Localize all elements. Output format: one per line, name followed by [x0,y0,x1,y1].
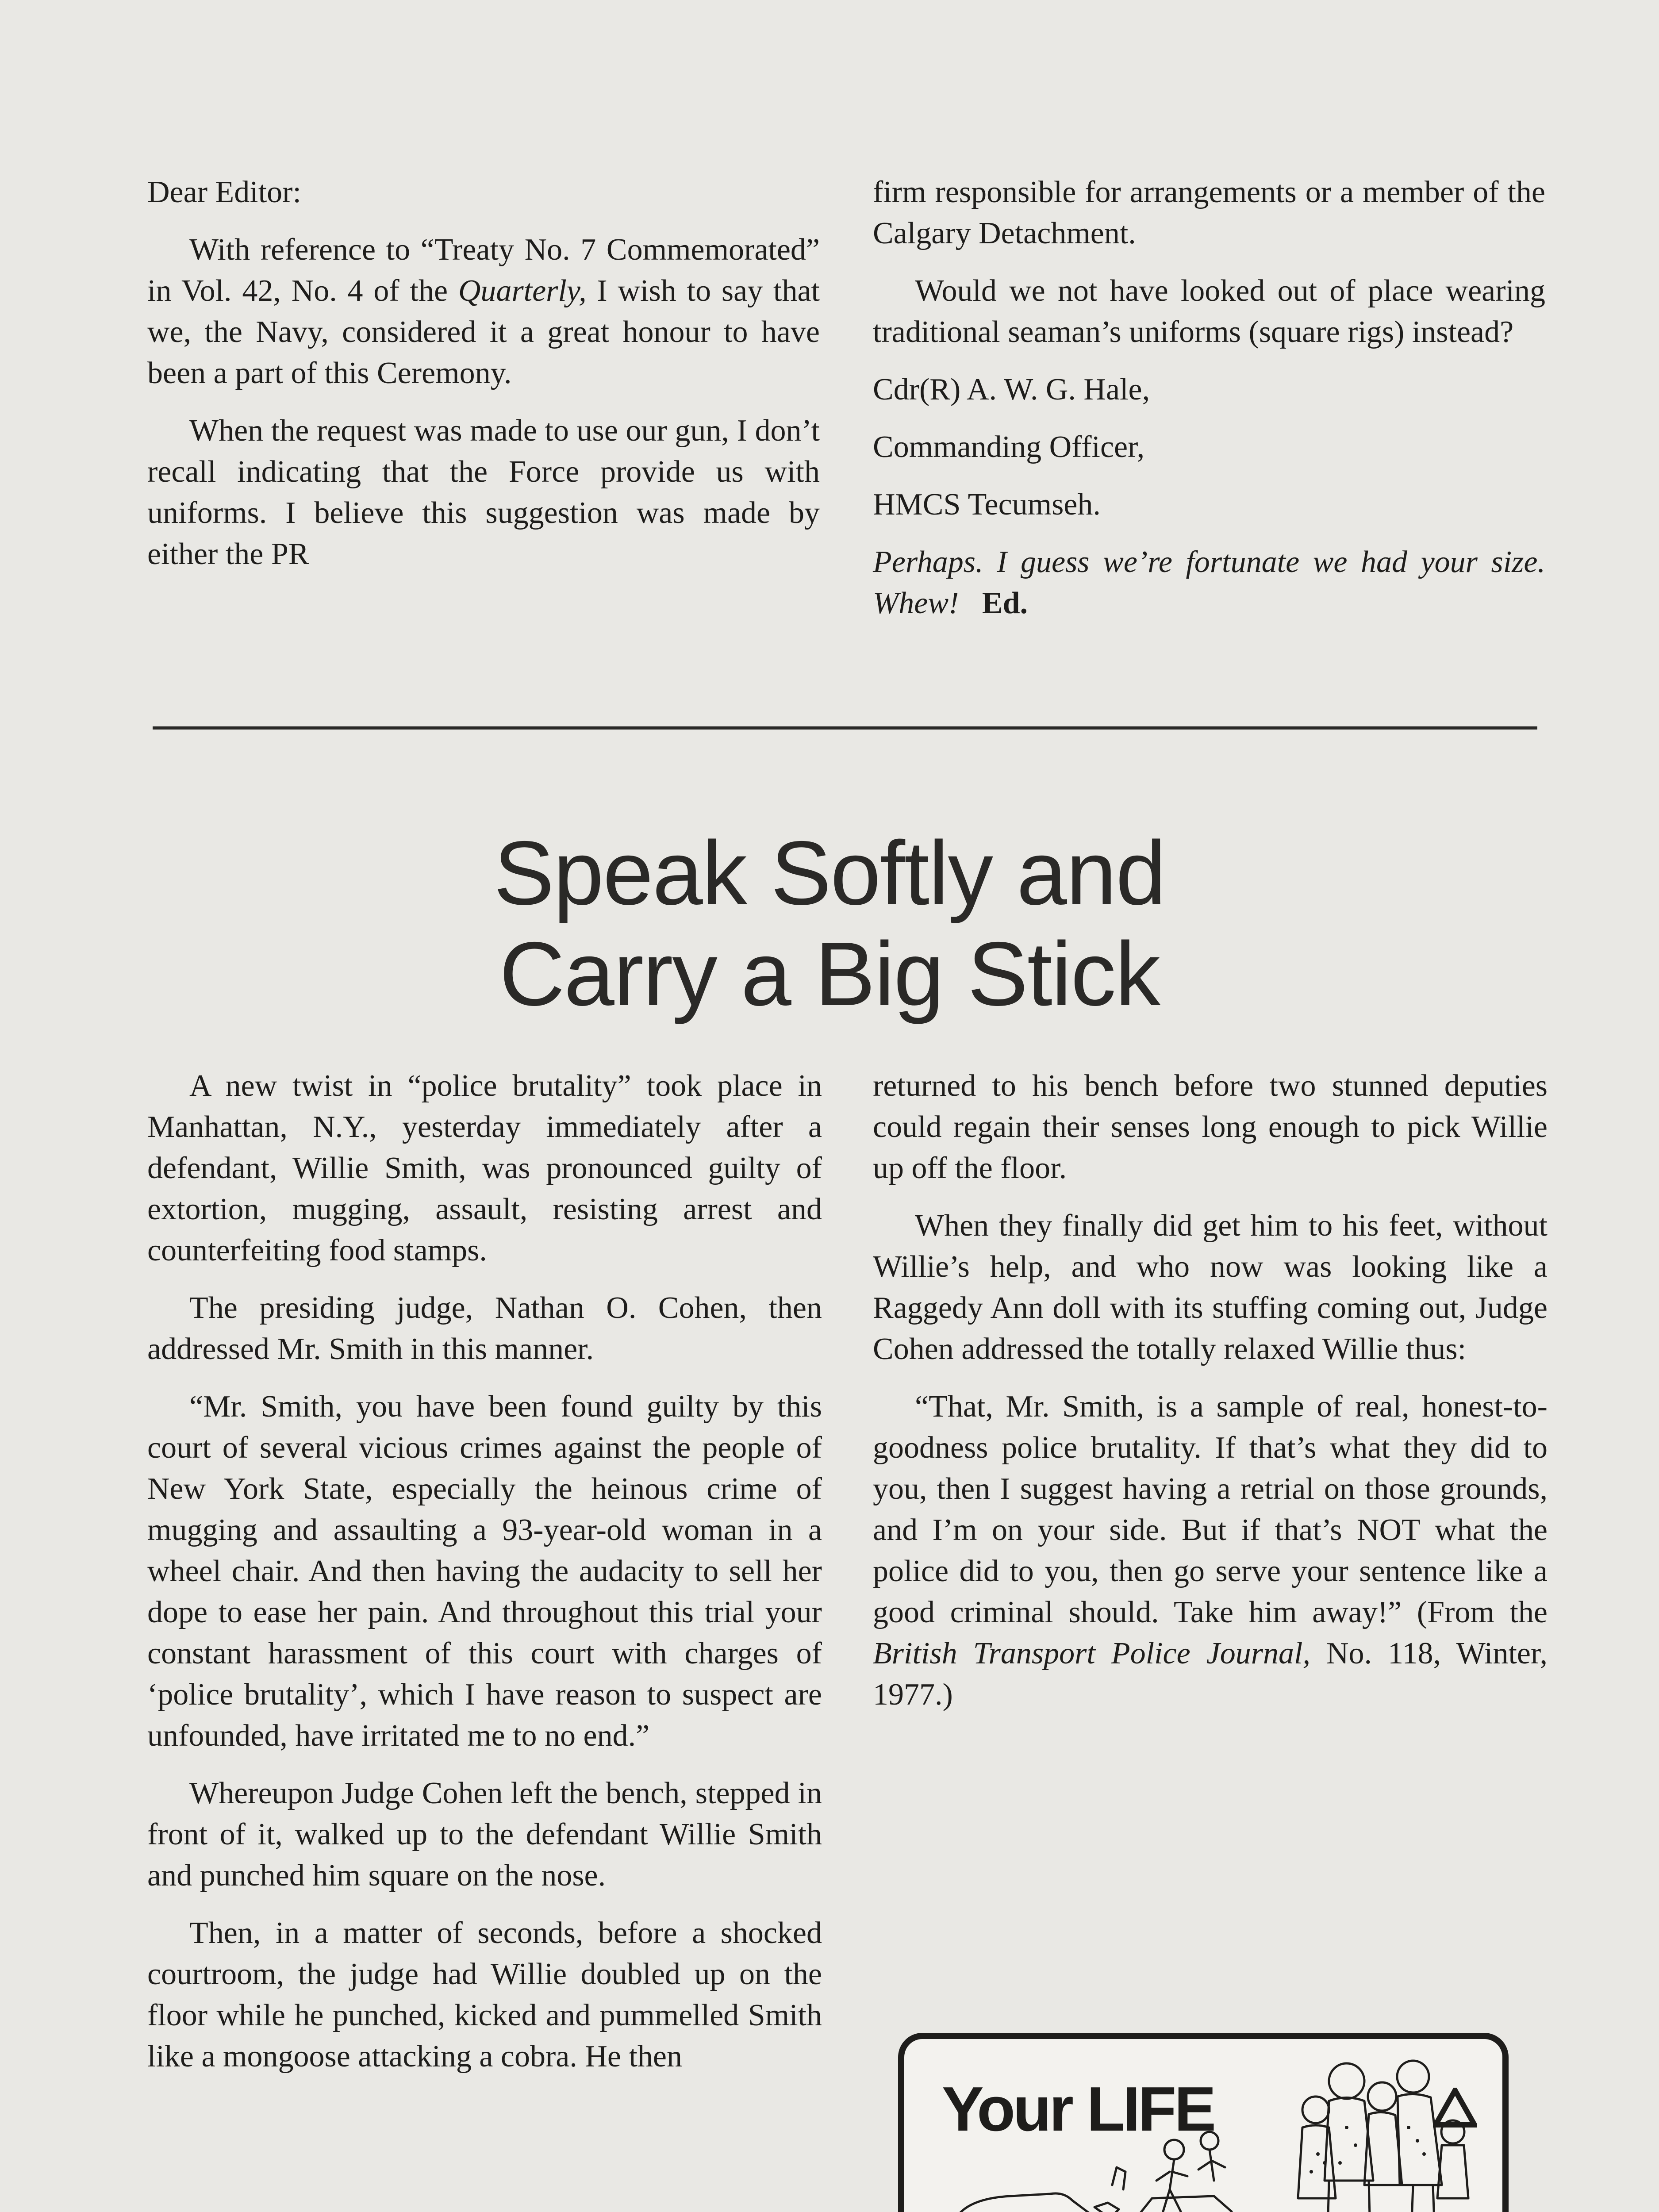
headline-line-2: Carry a Big Stick [499,923,1160,1025]
letter-paragraph-2-continued: firm responsible for arrangements or a member of the Calgary Detachment. [873,175,1545,250]
signature-name: Cdr(R) A. W. G. Hale, [873,373,1150,407]
signature-title: Commanding Officer, [873,430,1145,464]
article-paragraph-6: When they finally did get him to his feet, without Willie’s help, and who now was looking like a Raggedy Ann doll with its stuffing coming out, Judge Cohen addressed the totally relaxed Willie thus: [873,1209,1548,1366]
article-headline [0,823,1659,1025]
article-paragraph-3: “Mr. Smith, you have been found guilty by this court of several vicious crimes against the people of New York State, especially the heinous crime of mugging and assaulting a 93-year-old woman in a wheel chair. And then having the audacity to sell her dope to ease her pain. And throughout this trial your constant harassment of this court with charges of ‘police brutality’, which I have reason to suspect are unfounded, have irritated me to no end.” [147,1390,822,1753]
article-column-right [873,1065,1548,1732]
letter-signature [873,369,1545,525]
article-paragraph-4: Whereupon Judge Cohen left the bench, stepped in front of it, walked up to the defendant Willie Smith and punched him square on the nose. [147,1776,822,1893]
editor-reply-text: Perhaps. I guess we’re fortunate we had your size. Whew! [873,545,1545,620]
article-paragraph-2: The presiding judge, Nathan O. Cohen, then addressed Mr. Smith in this manner. [147,1291,822,1366]
article-paragraph-7 [873,1386,1548,1715]
letter-p1-italic: Quarterly, [458,274,587,308]
article-paragraph-5: Then, in a matter of seconds, before a shocked courtroom, the judge had Willie doubled up on the floor while he punched, kicked and pummelled Smith like a mongoose attacking a cobra. He then [147,1916,822,2074]
article-p7-italic-source: British Transport Police Journal, [873,1636,1310,1671]
letter-paragraph-1 [147,229,820,394]
signature-ship: HMCS Tecumseh. [873,488,1101,522]
article-paragraph-1: A new twist in “police brutality” took place in Manhattan, N.Y., yesterday immediately after a defendant, Willie Smith, was pronounced guilty of extortion, mugging, assault, resisting arrest and counterfeiting food stamps. [147,1069,822,1267]
editor-reply [873,541,1545,624]
ad-headline-your-life: Your LIFE [942,2074,1214,2144]
letter-paragraph-2: When the request was made to use our gun, I don’t recall indicating that the Force provide us with uniforms. I believe this suggestion was made by either the PR [147,414,820,571]
letter-column-right [873,172,1545,640]
article-p7-text-a: “That, Mr. Smith, is a sample of real, honest-to-goodness police brutality. If that’s what they did to you, then I suggest having a retrial on those grounds, and I’m on your side. But if that’s NOT what the police did to you, then go serve your sentence like a good criminal should. Take him away!” (From the [873,1390,1548,1629]
headline-line-1: Speak Softly and [494,822,1165,924]
letter-p1-text-a: With reference to “Treaty No. 7 Commemorated” in Vol. 42, No. 4 of the [147,233,820,308]
letter-p1-text-b: I wish to say that we, the Navy, considered it a great honour to have been a part of this Ceremony. [147,274,820,390]
letter-salutation: Dear Editor: [147,175,301,209]
warning-triangle-icon [1433,2088,1477,2128]
section-divider [153,726,1537,730]
letter-column-left [147,172,820,591]
article-column-left [147,1065,822,2093]
letter-paragraph-3: Would we not have looked out of place wearing traditional seaman’s uniforms (square rigs) instead? [873,274,1545,349]
article-p7-text-b: No. 118, Winter, 1977.) [873,1636,1548,1712]
article-paragraph-5-continued: returned to his bench before two stunned deputies could regain their senses long enough to pick Willie up off the floor. [873,1069,1548,1185]
safety-ad-box [898,2033,1509,2212]
editor-reply-signature: Ed. [982,586,1028,620]
